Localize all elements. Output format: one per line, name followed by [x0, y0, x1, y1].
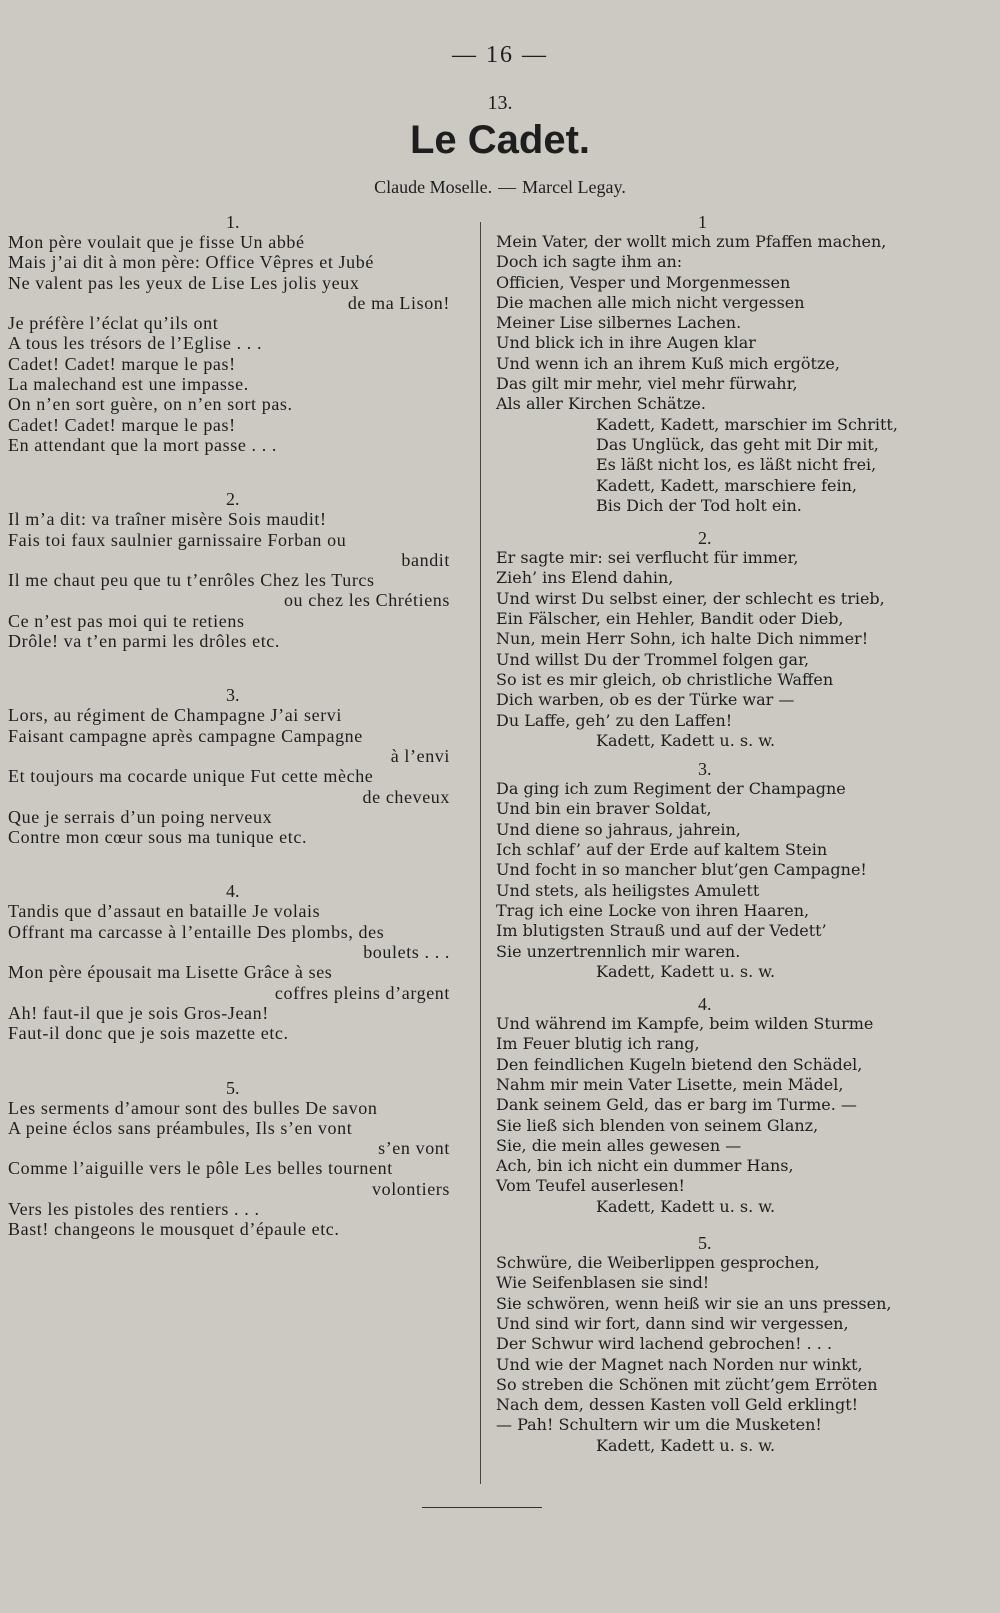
fr-stanza-4 [8, 881, 464, 1043]
de-verse-line: Und focht in so mancher blut’gen Campagne! [496, 860, 867, 880]
de-verse-line: Nun, mein Herr Sohn, ich halte Dich nimmer! [496, 629, 869, 649]
de-verse-line: Als aller Kirchen Schätze. [496, 394, 706, 414]
fr-verse-line: Lors, au régiment de Champagne J’ai servi [8, 705, 343, 726]
de-stanza-2 [496, 528, 936, 751]
fr-verse-line: Ce n’est pas moi qui te retiens [8, 610, 245, 631]
page-number: — 16 — [452, 42, 548, 68]
de-verse-line: Ach, bin ich nicht ein dummer Hans, [496, 1156, 794, 1176]
de-verse-line: Mein Vater, der wollt mich zum Pfaffen machen, [496, 232, 887, 251]
fr-verse-line: ou chez les Chrétiens [283, 590, 450, 611]
de-verse-line: Den feindlichen Kugeln bietend den Schädel, [496, 1054, 863, 1074]
de-verse-line: Sie schwören, wenn heiß wir sie an uns pressen, [496, 1293, 892, 1313]
fr-verse-line: A tous les trésors de l’Eglise . . . [8, 333, 263, 354]
fr-verse-line: bandit [401, 549, 450, 570]
fr-verse-line: La malechand est une impasse. [8, 374, 249, 395]
french-lyrics-column [8, 212, 464, 1240]
de-verse-line: Im blutigsten Strauß und auf der Vedett’ [496, 921, 827, 941]
de-verse-line: Zieh’ ins Elend dahin, [496, 568, 674, 588]
de-verse-line: Kadett, Kadett u. s. w. [596, 1435, 776, 1455]
fr-verse-line: de ma Lison! [347, 292, 450, 313]
de-stanza-number: 3. [698, 759, 712, 780]
fr-verse-line: Vers les pistoles des rentiers . . . [8, 1198, 260, 1219]
de-verse-line: Und willst Du der Trommel folgen gar, [496, 649, 810, 669]
fr-verse-line: Comme l’aiguille vers le pôle Les belles tournent [8, 1158, 393, 1179]
fr-verse-line: En attendant que la mort passe . . . [8, 434, 278, 455]
de-verse-line: Trag ich eine Locke von ihren Haaren, [496, 900, 810, 920]
composer: Marcel Legay. [522, 177, 626, 197]
de-verse-line: Schwüre, die Weiberlippen gesprochen, [496, 1253, 820, 1273]
de-stanza-5 [496, 1233, 936, 1456]
fr-stanza-5 [8, 1078, 464, 1240]
de-verse-line: Nahm mir mein Vater Lisette, mein Mädel, [496, 1074, 844, 1094]
fr-verse-line: volontiers [372, 1178, 450, 1199]
fr-stanza-2 [8, 489, 464, 651]
fr-verse-line: Mais j’ai dit à mon père: Office Vêpres et Jubé [8, 252, 374, 273]
fr-verse-line: Drôle! va t’en parmi les drôles etc. [8, 631, 281, 652]
de-verse-line: Er sagte mir: sei verflucht für immer, [496, 548, 799, 568]
de-stanza-4 [496, 994, 936, 1217]
de-verse-line: Vom Teufel auserlesen! [496, 1176, 685, 1196]
de-verse-line: Da ging ich zum Regiment der Champagne [496, 779, 846, 799]
fr-stanza-1 [8, 212, 464, 455]
de-stanza-number: 4. [698, 994, 712, 1015]
de-verse-line: Kadett, Kadett u. s. w. [596, 730, 776, 750]
song-number: 13. [487, 92, 513, 114]
de-verse-line: Sie unzertrennlich mir waren. [496, 941, 741, 961]
de-verse-line: Officien, Vesper und Morgenmessen [496, 272, 791, 292]
de-verse-line: Sie ließ sich blenden von seinem Glanz, [496, 1115, 819, 1135]
de-verse-line: Und diene so jahraus, jahrein, [496, 819, 741, 839]
de-verse-line: Die machen alle mich nicht vergessen [496, 292, 805, 312]
fr-verse-line: Il me chaut peu que tu t’enrôles Chez les Turcs [8, 570, 375, 591]
de-verse-line: Dich warben, ob es der Türke war — [496, 690, 795, 710]
fr-verse-line: Bast! changeons le mousquet d’épaule etc. [8, 1219, 340, 1240]
de-verse-line: — Pah! Schultern wir um die Musketen! [496, 1415, 822, 1435]
fr-verse-line: Que je serrais d’un poing nerveux [8, 806, 273, 827]
de-verse-line: Und stets, als heiligstes Amulett [496, 880, 760, 900]
fr-verse-line: Faut-il donc que je sois mazette etc. [8, 1023, 289, 1044]
de-verse-line: Bis Dich der Tod holt ein. [596, 495, 802, 515]
de-verse-line: Und wenn ich an ihrem Kuß mich ergötze, [496, 353, 840, 373]
fr-verse-line: Fais toi faux saulnier garnissaire Forban ou [8, 529, 347, 550]
de-verse-line: Und wie der Magnet nach Norden nur winkt, [496, 1354, 863, 1374]
fr-stanza-number: 2. [226, 489, 240, 510]
fr-verse-line: A peine éclos sans préambules, Ils s’en vont [8, 1117, 353, 1138]
de-verse-line: Ein Fälscher, ein Hehler, Bandit oder Dieb, [496, 609, 844, 629]
de-verse-line: So ist es mir gleich, ob christliche Waffen [496, 669, 834, 689]
de-verse-line: Nach dem, dessen Kasten voll Geld erklingt! [496, 1395, 859, 1415]
fr-verse-line: Tandis que d’assaut en bataille Je volais [8, 901, 321, 922]
de-verse-line: Und blick ich in ihre Augen klar [496, 333, 756, 353]
de-verse-line: Es läßt nicht los, es läßt nicht frei, [596, 455, 877, 475]
de-verse-line: Und sind wir fort, dann sind wir vergessen, [496, 1313, 849, 1333]
fr-verse-line: s’en vont [378, 1138, 450, 1159]
fr-verse-line: coffres pleins d’argent [274, 982, 450, 1003]
fr-stanza-number: 3. [226, 685, 240, 706]
de-verse-line: Kadett, Kadett u. s. w. [596, 1196, 776, 1216]
fr-verse-line: Mon père voulait que je fisse Un abbé [8, 232, 305, 252]
author-separator: — [498, 177, 517, 197]
fr-verse-line: Les serments d’amour sont des bulles De savon [8, 1097, 378, 1118]
fr-verse-line: Faisant campagne après campagne Campagne [8, 725, 363, 746]
de-verse-line: Das gilt mir mehr, viel mehr fürwahr, [496, 374, 798, 394]
bottom-rule [422, 1507, 542, 1508]
fr-verse-line: à l’envi [390, 745, 450, 766]
de-verse-line: So streben die Schönen mit zücht’gem Erröten [496, 1374, 878, 1394]
song-title: Le Cadet. [409, 118, 591, 162]
german-lyrics-column [496, 212, 936, 1456]
fr-verse-line: Mon père épousait ma Lisette Grâce à ses [8, 962, 333, 983]
de-verse-line: Meiner Lise silbernes Lachen. [496, 313, 742, 333]
fr-verse-line: Cadet! Cadet! marque le pas! [8, 353, 236, 374]
de-verse-line: Ich schlaf’ auf der Erde auf kaltem Stein [496, 840, 828, 860]
de-verse-line: Im Feuer blutig ich rang, [496, 1034, 700, 1054]
de-verse-line: Kadett, Kadett, marschier im Schritt, [596, 414, 898, 434]
column-divider [480, 222, 481, 1484]
fr-stanza-number: 5. [226, 1077, 240, 1098]
fr-verse-line: Je préfère l’éclat qu’ils ont [8, 313, 219, 334]
fr-verse-line: de cheveux [362, 786, 450, 807]
de-verse-line: Sie, die mein alles gewesen — [496, 1135, 742, 1155]
de-verse-line: Kadett, Kadett u. s. w. [596, 961, 776, 981]
de-verse-line: Und bin ein braver Soldat, [496, 799, 712, 819]
de-verse-line: Du Laffe, geh’ zu den Laffen! [496, 710, 733, 730]
de-verse-line: Und während im Kampfe, beim wilden Sturme [496, 1014, 874, 1034]
de-verse-line: Doch ich sagte ihm an: [496, 252, 683, 272]
fr-verse-line: Contre mon cœur sous ma tunique etc. [8, 827, 308, 848]
fr-stanza-number: 4. [226, 881, 240, 902]
de-verse-line: Der Schwur wird lachend gebrochen! . . . [496, 1334, 833, 1354]
fr-verse-line: Ne valent pas les yeux de Lise Les jolis yeux [8, 272, 360, 293]
fr-verse-line: Offrant ma carcasse à l’entaille Des plombs, des [8, 921, 385, 942]
fr-verse-line: Ah! faut-il que je sois Gros-Jean! [8, 1002, 269, 1023]
authors-line [0, 177, 1000, 198]
fr-verse-line: Il m’a dit: va traîner misère Sois maudit! [8, 509, 327, 530]
lyricist: Claude Moselle. [374, 177, 493, 197]
de-verse-line: Wie Seifenblasen sie sind! [496, 1273, 710, 1293]
fr-verse-line: On n’en sort guère, on n’en sort pas. [8, 394, 293, 415]
de-stanza-number: 5. [698, 1233, 712, 1254]
de-verse-line: Kadett, Kadett, marschiere fein, [596, 475, 857, 495]
fr-verse-line: Cadet! Cadet! marque le pas! [8, 414, 236, 435]
fr-verse-line: boulets . . . [363, 942, 450, 963]
de-verse-line: Dank seinem Geld, das er barg im Turme. — [496, 1095, 857, 1115]
de-stanza-1 [496, 212, 936, 516]
de-verse-line: Und wirst Du selbst einer, der schlecht es trieb, [496, 588, 885, 608]
fr-stanza-number: 1. [226, 212, 240, 232]
de-verse-line: Das Unglück, das geht mit Dir mit, [596, 434, 879, 454]
fr-stanza-3 [8, 685, 464, 847]
de-stanza-3 [496, 759, 936, 982]
de-stanza-number: 1 [698, 212, 707, 232]
de-stanza-number: 2. [698, 528, 712, 549]
fr-verse-line: Et toujours ma cocarde unique Fut cette mèche [8, 766, 374, 787]
